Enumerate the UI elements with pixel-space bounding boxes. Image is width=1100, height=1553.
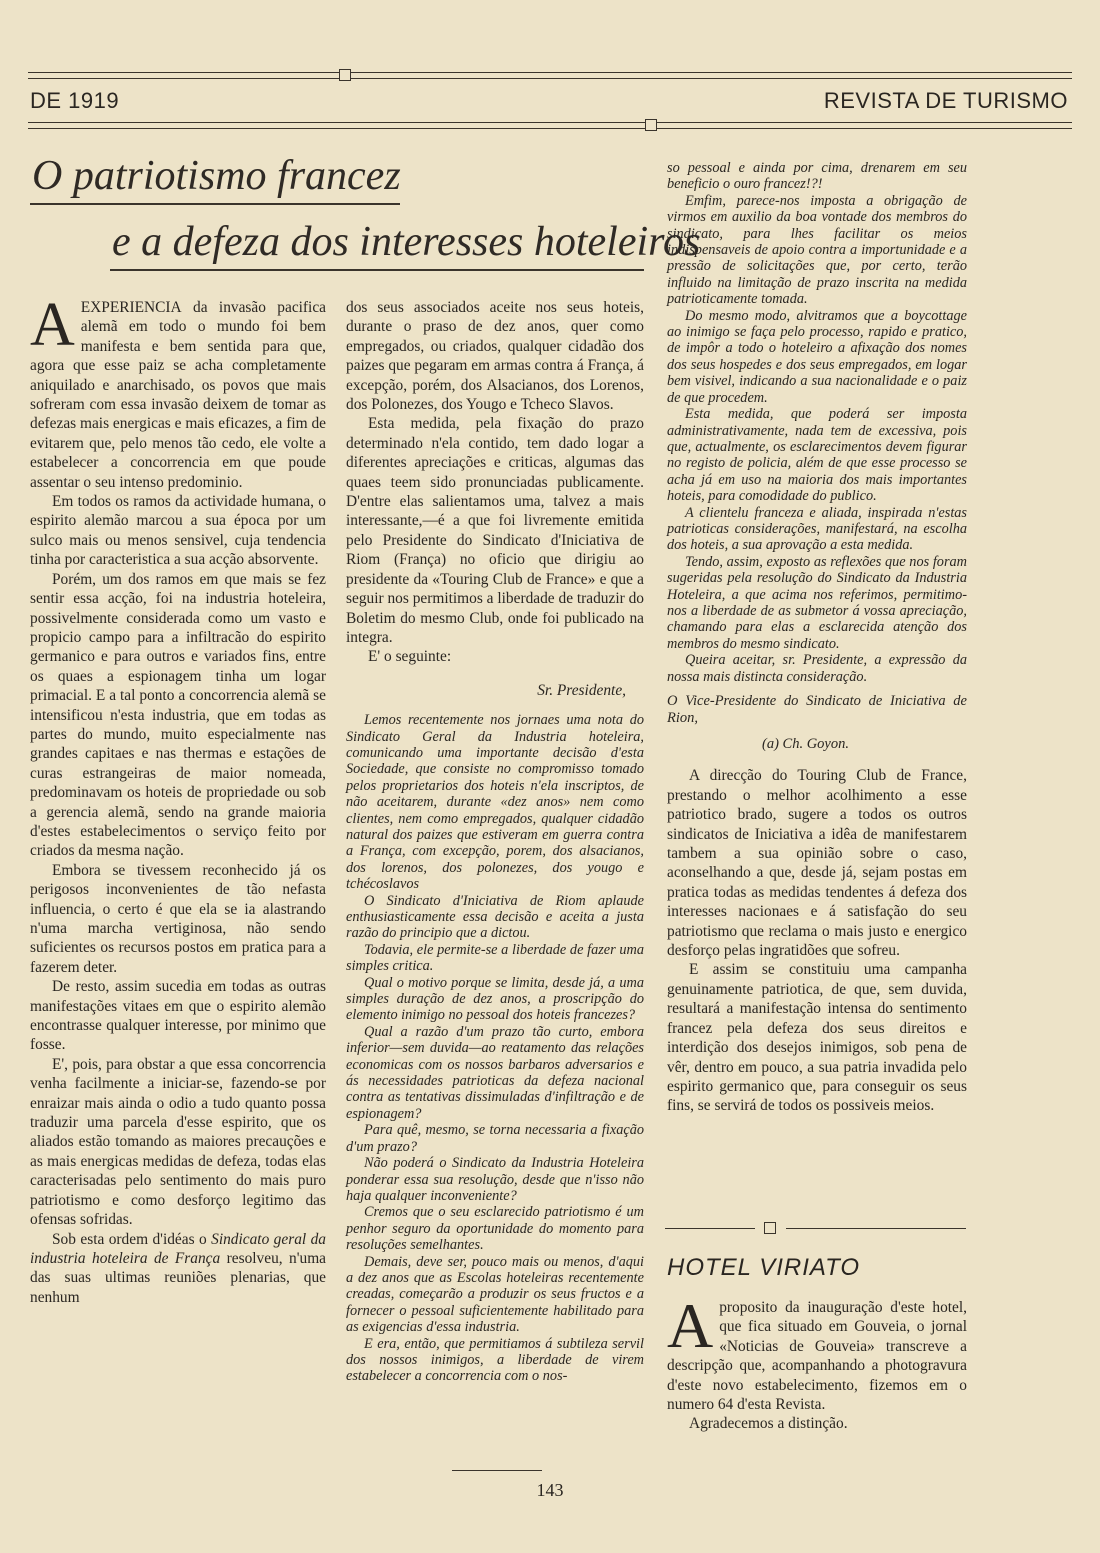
section-divider-left <box>665 1228 755 1229</box>
paragraph: A direcção do Touring Club de France, prestando o melhor acolhimento a esse patriotico brado, sugere a todos os outros sindicatos de Iniciativa a idêa de manifestarem tambem a sua opinião sobre o caso, aconselhando a que, desde já, sejam postas em pratica todas as medidas tendentes á defeza dos interesses nacionaes e á satisfação do seu patriotismo que reclama o mais justo e energico desforço pelas ingratidões que sofreu. <box>667 767 967 960</box>
page-number: 143 <box>536 1480 564 1500</box>
paragraph: Esta medida, pela fixação do prazo determinado n'ela contido, tem dado logar a diferentes apreciações e criticas, algumas das quaes teem sido pronunciadas publicamente. D'entre elas salientamos uma, talvez a mais interessante,—é a que foi livremente emitida pelo Presidente do Sindicato d'Iniciativa de Riom (França) no oficio que dirigiu ao presidente da «Touring Club de France» e que a seguir nos permitimos a liberdade de traduzir do Boletim do mesmo Club, onde foi publicado na integra. <box>346 415 644 646</box>
header-top-rule <box>28 72 1072 79</box>
header-top-ornament <box>339 69 351 81</box>
paragraph: Em todos os ramos da actividade humana, o espirito alemão marcou a sua época por um sulco mais ou menos sensivel, cuja tendencia tinha por caracteristica a sua acção absorvente. <box>30 493 326 569</box>
drop-cap: A <box>30 291 75 359</box>
header-right: REVISTA DE TURISMO <box>823 88 1068 113</box>
lead-word: EXPERIENCIA <box>80 299 182 316</box>
syndicate-name: Sindicato geral da industria hoteleira de França <box>30 1230 326 1267</box>
paragraph: dos seus associados aceite nos seus hoteis, durante o praso de dez anos, quer como empregados, ou criados, qualquer cidadão dos paizes que pegaram em armas contra á França, á excepção, porém, dos Alsacianos, dos Lorenos, dos Polonezes, dos Yougo e Tcheco Slavos. <box>346 299 644 414</box>
paragraph: Sob esta ordem d'idéas o Sindicato geral da industria hoteleira de França resolveu, n'uma das suas ultimas reuniões plenarias, que nenhum <box>30 1230 327 1306</box>
column-2 <box>346 298 644 1385</box>
hotel-viriato-heading: HOTEL VIRIATO <box>667 1254 861 1281</box>
footer-rule <box>452 1470 542 1471</box>
header-bottom-ornament <box>645 119 657 131</box>
paragraph: proposito da inauguração d'este hotel, que fica situado em Gouveia, o jornal «Noticias de Gouveia» transcreve a descripção que, acompanhando a photogravura d'este novo estabelecimento, fizemos em o numero 64 d'esta Revista. <box>667 1299 967 1414</box>
column-1 <box>30 291 327 1307</box>
paragraph: De resto, assim sucedia em todas as outras manifestações vitaes em que o espirito alemão encontrasse qualquer interesse, por minimo que fosse. <box>30 978 326 1054</box>
title-underline-1 <box>30 203 400 205</box>
article-title-line2: e a defeza dos interesses hoteleiros <box>112 219 701 265</box>
paragraph: Porém, um dos ramos em que mais se fez sentir essa acção, foi na industria hoteleira, possivelmente considerada como um vasto e propicio campo para a infiltracão do espirito germanico e para outros e variados fins, entre os quaes a espionagem tinha um logar primacial. E a tal ponto a concorrencia alemã se intensificou n'esta industria, que em todas as partes do mundo, muito especialmente nas grandes capitaes e nas thermas e estações de curas estrangeiras de maior nomeada, predominavam os hoteis de propriedade ou sob a gerencia alemã, sendo na grande maioria d'estes estabelecimentos o serviço feito por criados da mesma nação. <box>30 570 326 860</box>
article-title-line1: O patriotismo francez <box>32 153 401 199</box>
paragraph: E' o seguinte: <box>368 648 452 666</box>
letter-salutation: Sr. Presidente, <box>537 681 626 699</box>
section-divider-right <box>786 1228 966 1229</box>
paragraph: Embora se tivessem reconhecido já os perigosos inconvenientes de tão nefasta influencia, o certo é que ela se ia alastrando n'uma marcha vertiginosa, não sendo suficientes os recursos postos em pratica para a fazerem deter. <box>30 861 326 976</box>
drop-cap: A <box>667 1290 714 1361</box>
letter-body: Lemos recentemente nos jornaes uma nota do Sindicato Geral da Industria hoteleira, comunicando uma importante decisão d'esta Sociedade, que consiste no compromisso tomado pelos proprietarios dos hoteis n'ela inscriptos, de não aceitarem, durante «dez anos» nem como clientes, nem como empregados, qualquer cidadão natural dos paizes que estiveram em guerra contra a França, com excepção, porem, dos alsacianos, dos lorenos, dos polonezes, dos yougo e tchécoslavos O Sindicato d'Iniciativa de Riom aplaude enthusiasticamente essa decisão e aceita a justa razão do principio que a dictou. Todavia, ele permite-se a liberdade de fazer uma simples critica. Qual o motivo porque se limita, desde já, a uma simples duração de dez anos, a proscripção do elemento inimigo no pessoal dos hoteis francezes? Qual a razão d'um prazo tão curto, embora inferior—sem duvida—ao reatamento das relações economicas com os nossos barbaros adversarios e ás necessidades patrioticas da defeza nacional contra as tentativas dissimuladas d'infiltração e de espionagem? Para quê, mesmo, se torna necessaria a fixação d'um prazo? Não poderá o Sindicato da Industria Hoteleira ponderar essa sua resolução, desde que n'isso não haja qualquer inconveniente? Cremos que o seu esclarecido patriotismo é um penhor seguro da oportunidade do momento para resoluções semelhantes. Demais, deve ser, pouco mais ou menos, d'aqui a dez anos que as Escolas hoteleiras recentemente creadas, começarão a produzir os seus fructos e a fornecer o pessoal suficientemente habilitado para as exigencias d'essa industria. E era, então, que permitiamos á subtileza servil dos nossos inimigos, a liberdade de virem estabelecer a concorrencia com o nos- <box>346 712 644 1385</box>
section-divider-ornament <box>764 1222 776 1234</box>
title-underline-2 <box>110 269 644 271</box>
paragraph: Agradecemos a distinção. <box>689 1415 848 1433</box>
header-left: DE 1919 <box>30 88 120 113</box>
letter-continuation: so pessoal e ainda por cima, drenarem em seu beneficio o ouro francez!?! Emfim, parece-nos imposta a obrigação de virmos em auxilio da boa vontade dos membros do sindicato, para lhes facilitar os meios indispensaveis de apoio contra a importunidade e a pressão de solicitações que, por certo, terão influido na limitação de prazo inscrita na medida patrioticamente tomada. Do mesmo modo, alvitramos que a boycottage ao inimigo se faça pelo processo, rapido e pratico, de impôr a todo o hoteleiro a afixação dos nomes dos seus hospedes e dos seus empregados, em logar bem visivel, indicando a sua nacionalidade e o paiz de que procedem. Esta medida, que poderá ser imposta administrativamente, nada tem de excessiva, pois que, actualmente, os esclarecimentos devem figurar no registo de policia, além de que esse processo se acha já em uso na maioria dos mais importantes hoteis, para comodidade do publico. A clientelu franceza e aliada, inspirada n'estas patrioticas considerações, manifestará, na escolha dos hoteis, a sua aprovação a esta medida. Tendo, assim, exposto as reflexões que nos foram sugeridas pela resolução do Sindicato da Industria Hoteleira, a que acima nos referimos, permitimo-nos a liberdade de as submetor á vossa apreciação, chamando para elas a esclarecida atenção dos membros do mesmo sindicato. Queira aceitar, sr. Presidente, a expressão da nossa mais distincta consideração. <box>667 160 967 685</box>
header-bottom-rule <box>28 122 1072 129</box>
column-3 <box>667 160 967 1116</box>
paragraph: E', pois, para obstar a que essa concorrencia venha facilmente a iniciar-se, fazendo-se por enraizar mais ainda o odio a tudo quanto possa traduzir uma parcela d'esse espirito, que os aliados estão tomando as maiores precauções e as mais energicas medidas de defeza, todas elas caracterisadas pelo sentimento do mais puro patriotismo e como desforço legitimo das ofensas sofridas. <box>30 1055 326 1229</box>
letter-signature: (a) Ch. Goyon. <box>762 736 849 752</box>
hotel-viriato-section <box>667 1290 967 1434</box>
paragraph: E assim se constituiu uma campanha genuinamente patriotica, de que, sem duvida, resultará a manifestação intensa do sentimento francez pela defeza dos seus direitos e interdição dos desejos inimigos, sob pena de vêr, dentro em pouco, a sua patria invadida pelo espirito germanico que, para conseguir os seus fins, se servirá de todos os possiveis meios. <box>667 961 967 1115</box>
paragraph: da invasão pacifica alemã em todo o mundo foi bem manifesta e bem sentida para que, agora que esse paiz se acha completamente aniquilado e anarchisado, os povos que mais sofreram com essa invasão deixem de tomar as defezas mais energicas e mais eficazes, a fim de evitarem que, pelo menos tão cedo, ele volte a estabelecer a concorrencia em que poude assentar o seu intenso predominio. <box>30 299 326 491</box>
letter-signature-title: O Vice-Presidente do Sindicato de Iniciativa de Rion, <box>667 693 967 726</box>
